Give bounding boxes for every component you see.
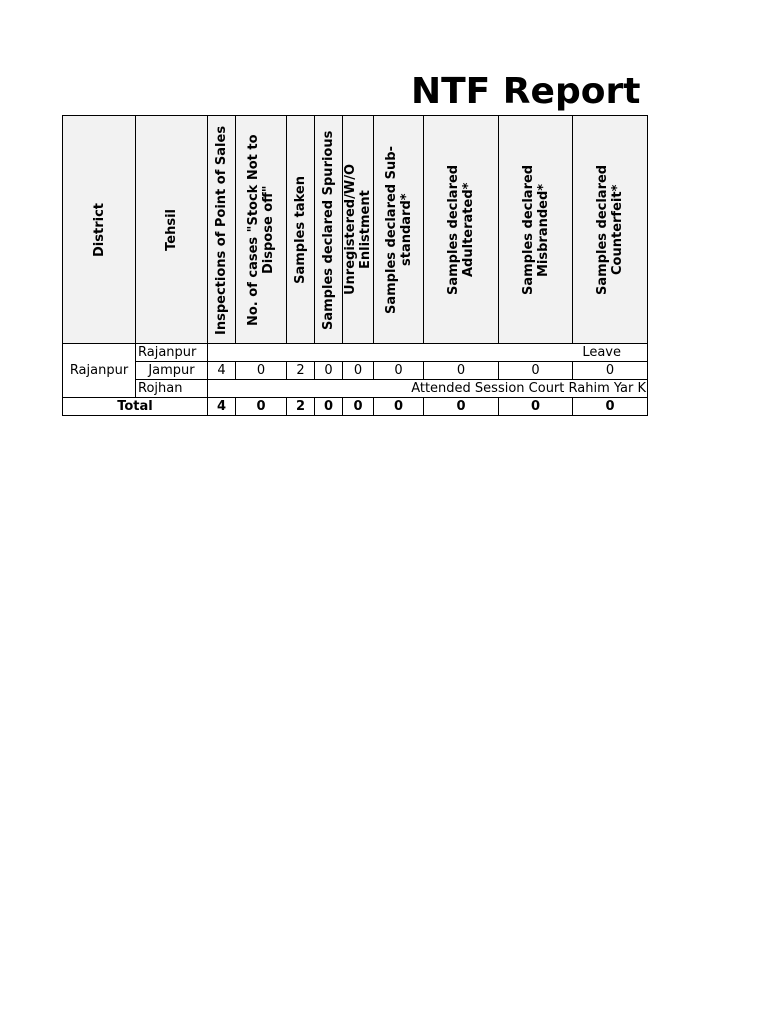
header-counterfeit: Samples declared Counterfeit* — [573, 116, 648, 344]
note-cell: Leave — [208, 344, 648, 362]
report-title: NTF Report — [411, 71, 641, 112]
value-cell: 4 — [208, 362, 236, 380]
total-label: Total — [63, 398, 208, 416]
header-unregistered: Unregistered/W/O Enlistment — [343, 116, 374, 344]
header-samples-taken: Samples taken — [287, 116, 315, 344]
value-cell: 0 — [374, 362, 424, 380]
header-stock-not-to-dispose: No. of cases "Stock Not to Dispose off" — [236, 116, 287, 344]
total-value-cell: 0 — [343, 398, 374, 416]
total-value-cell: 2 — [287, 398, 315, 416]
value-cell: 0 — [236, 362, 287, 380]
ntf-report-table-container — [62, 115, 648, 416]
tehsil-cell: Jampur — [136, 362, 208, 380]
tehsil-cell: Rojhan — [136, 380, 208, 398]
header-adulterated: Samples declared Adulterated* — [424, 116, 499, 344]
header-row — [63, 116, 648, 344]
header-inspections: Inspections of Point of Sales — [208, 116, 236, 344]
value-cell: 0 — [343, 362, 374, 380]
total-value-cell: 0 — [315, 398, 343, 416]
value-cell: 2 — [287, 362, 315, 380]
total-value-cell: 0 — [499, 398, 573, 416]
value-cell: 0 — [424, 362, 499, 380]
value-cell: 0 — [499, 362, 573, 380]
total-value-cell: 4 — [208, 398, 236, 416]
header-misbranded: Samples declared Misbranded* — [499, 116, 573, 344]
total-value-cell: 0 — [424, 398, 499, 416]
total-value-cell: 0 — [374, 398, 424, 416]
value-cell: 0 — [315, 362, 343, 380]
header-samples-spurious: Samples declared Spurious — [315, 116, 343, 344]
table-row — [63, 344, 648, 362]
tehsil-cell: Rajanpur — [136, 344, 208, 362]
district-cell: Rajanpur — [63, 344, 136, 398]
total-value-cell: 0 — [573, 398, 648, 416]
ntf-report-table — [62, 115, 648, 416]
header-sub-standard: Samples declared Sub-standard* — [374, 116, 424, 344]
total-value-cell: 0 — [236, 398, 287, 416]
header-district: District — [63, 116, 136, 344]
value-cell: 0 — [573, 362, 648, 380]
header-tehsil: Tehsil — [136, 116, 208, 344]
table-row — [63, 380, 648, 398]
table-row — [63, 362, 648, 380]
note-cell: Attended Session Court Rahim Yar K — [208, 380, 648, 398]
total-row — [63, 398, 648, 416]
